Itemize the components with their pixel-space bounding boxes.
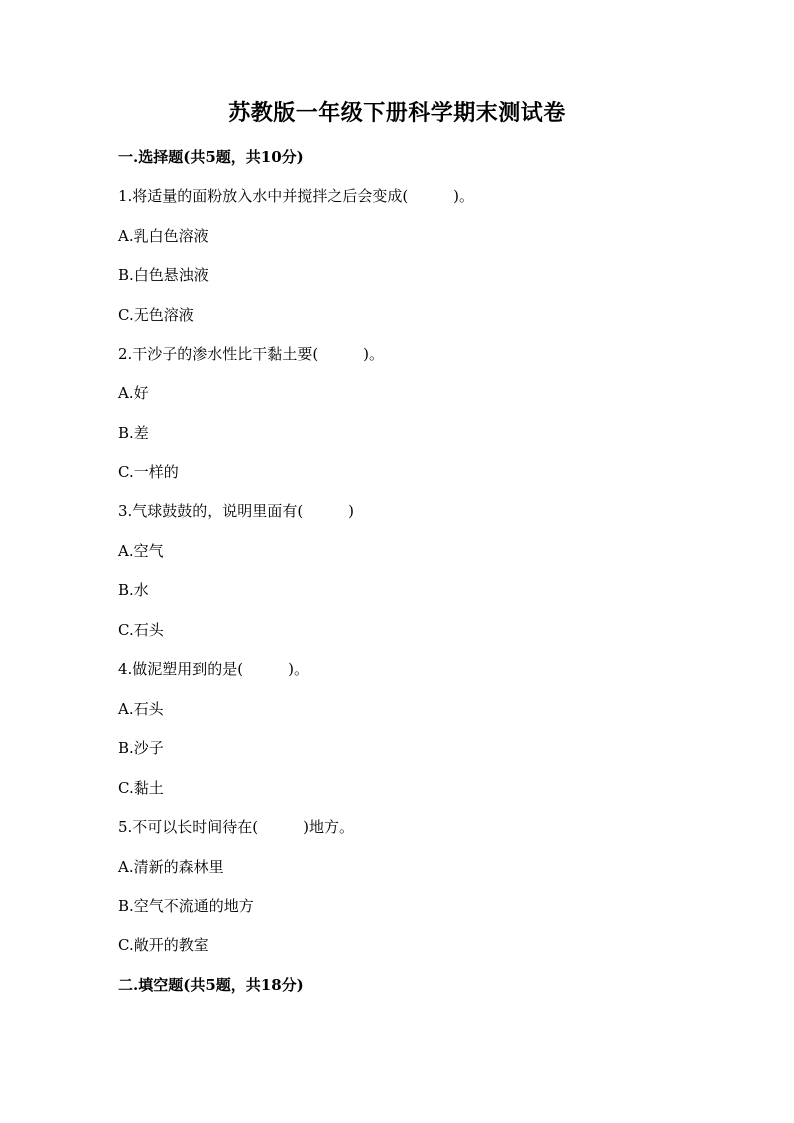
question-2-stem: 2.干沙子的渗水性比干黏土要( )。 — [118, 345, 385, 363]
question-5-option-c: C.敞开的教室 — [118, 936, 209, 954]
question-1-stem: 1.将适量的面粉放入水中并搅拌之后会变成( )。 — [118, 187, 475, 205]
question-5-stem: 5.不可以长时间待在( )地方。 — [118, 818, 355, 836]
question-2-option-a: A.好 — [118, 384, 149, 402]
question-4-option-b: B.沙子 — [118, 739, 164, 757]
question-2-option-c: C.一样的 — [118, 463, 179, 481]
question-4-stem: 4.做泥塑用到的是( )。 — [118, 660, 310, 678]
question-2-option-b: B.差 — [118, 424, 149, 442]
question-3-stem: 3.气球鼓鼓的，说明里面有( ) — [118, 502, 355, 520]
question-1-option-a: A.乳白色溶液 — [118, 227, 209, 245]
section-heading-fill-blank: 二.填空题(共5题，共18分) — [118, 976, 304, 994]
page-title: 苏教版一年级下册科学期末测试卷 — [228, 100, 566, 126]
section-heading-choice: 一.选择题(共5题，共10分) — [118, 148, 304, 166]
question-1-option-b: B.白色悬浊液 — [118, 266, 209, 284]
question-4-option-a: A.石头 — [118, 700, 164, 718]
question-3-option-a: A.空气 — [118, 542, 164, 560]
question-3-option-b: B.水 — [118, 581, 149, 599]
question-1-option-c: C.无色溶液 — [118, 306, 194, 324]
question-5-option-b: B.空气不流通的地方 — [118, 897, 254, 915]
question-3-option-c: C.石头 — [118, 621, 164, 639]
question-4-option-c: C.黏土 — [118, 779, 164, 797]
question-5-option-a: A.清新的森林里 — [118, 858, 224, 876]
